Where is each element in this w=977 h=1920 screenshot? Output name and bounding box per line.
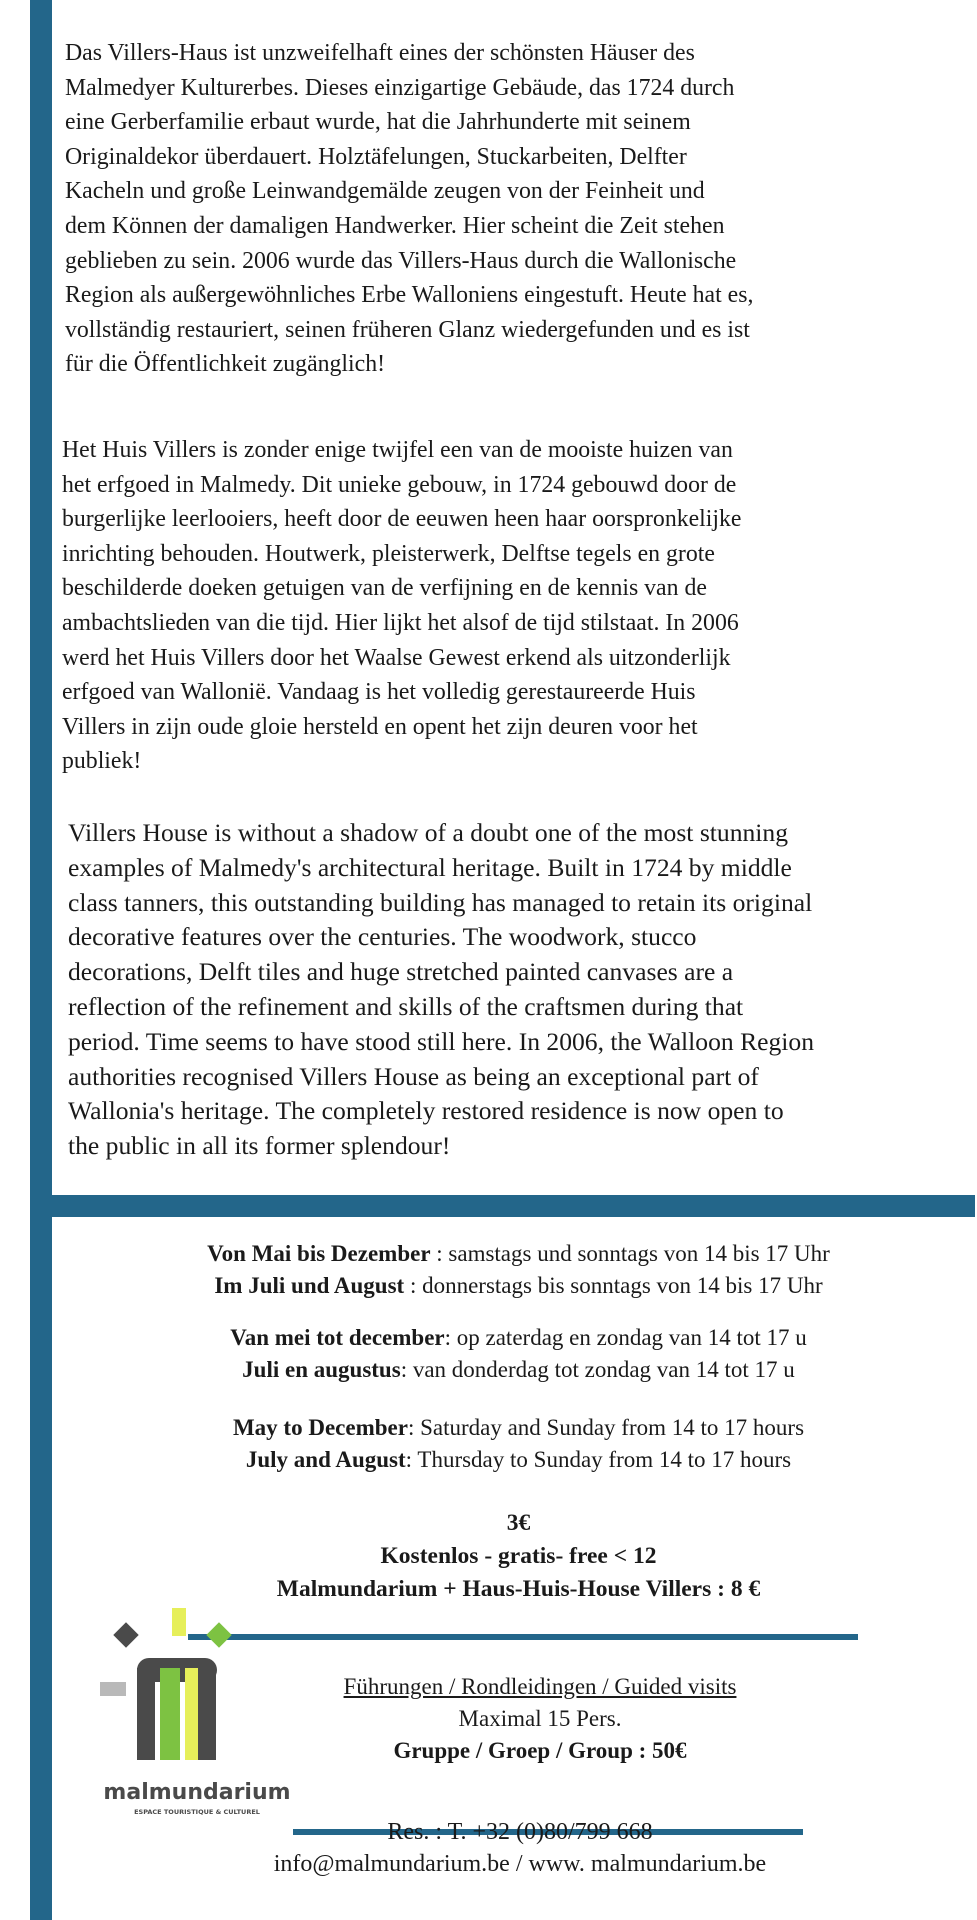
hours-period-label: May to December (232, 1415, 408, 1440)
paragraph-english: Villers House is without a shadow of a doubt one of the most stunning examples of Malmedy's architectural heritage. Built in 1724 by middle class tanners, this outstanding building has managed to retain its original decorative features over the centuries. The woodwork, stucco decorations, Delft tiles and huge stretched painted canvases are a reflection of the refinement and skills of the craftsmen during that period. Time seems to have stood still here. In 2006, the Walloon Region authorities recognised Villers House as being an exceptional part of Wallonia's heritage. The completely restored residence is now open to the public in all its former splendour! (68, 818, 815, 1161)
price-regular: 3€ (506, 1510, 531, 1536)
contact-block (220, 1816, 820, 1880)
opening-hours-english (60, 1412, 977, 1476)
section-divider (30, 1195, 975, 1217)
hours-text: : van donderdag tot zondag van 14 tot 17 u (400, 1357, 795, 1382)
guided-visits-block (270, 1671, 810, 1767)
contact-phone: Res. : T. +32 (0)80/799 668 (387, 1819, 653, 1845)
logo-wordmark: malmundarium (103, 1780, 291, 1805)
price-combo: Malmundarium + Haus-Huis-House Villers : 8 € (276, 1576, 761, 1602)
hours-text: : Thursday to Sunday from 14 to 17 hours (405, 1447, 792, 1472)
hours-text: : op zaterdag en zondag van 14 tot 17 u (444, 1325, 807, 1350)
hours-line (60, 1238, 977, 1270)
hours-period-label: Van mei tot december (230, 1325, 445, 1350)
hours-period-label: Im Juli und August (214, 1273, 405, 1298)
hours-period-label: July and August (245, 1447, 406, 1472)
contact-web[interactable]: info@malmundarium.be / www. malmundarium.be (273, 1851, 767, 1877)
hours-line (60, 1322, 977, 1354)
hours-text: : samstags und sonntags von 14 bis 17 Uhr (430, 1241, 830, 1266)
guided-visits-title: Führungen / Rondleidingen / Guided visits (343, 1674, 737, 1699)
price-block (60, 1507, 977, 1606)
hours-line (60, 1412, 977, 1444)
opening-hours-german (60, 1238, 977, 1302)
paragraph-dutch: Het Huis Villers is zonder enige twijfel een van de mooiste huizen van het erfgoed in Malmedy. Dit unieke gebouw, in 1724 gebouwd door de burgerlijke leerlooiers, heeft door de eeuwen heen haar oorspronkelijke inrichting behouden. Houtwerk, pleisterwerk, Delftse tegels en grote beschilderde doeken getuigen van de verfijning en de kennis van de ambachtslieden van die tijd. Hier lijkt het alsof de tijd stilstaat. In 2006 werd het Huis Villers door het Waalse Gewest erkend als uitzonderlijk erfgoed van Wallonië. Vandaag is het volledig gerestaureerde Huis Villers in zijn oude gloie hersteld en opent het zijn deuren voor het publiek! (62, 437, 742, 775)
hours-line (60, 1444, 977, 1476)
hours-line (60, 1270, 977, 1302)
hours-text: : donnerstags bis sonntags von 14 bis 17 Uhr (404, 1273, 823, 1298)
logo-tagline: ESPACE TOURISTIQUE & CULTUREL (134, 1808, 260, 1816)
guided-visits-group-price: Gruppe / Groep / Group : 50€ (393, 1738, 687, 1763)
opening-hours-dutch (60, 1322, 977, 1386)
hours-text: : Saturday and Sunday from 14 to 17 hours (407, 1415, 805, 1440)
hours-line (60, 1354, 977, 1386)
left-accent-bar (30, 0, 52, 1920)
guided-visits-max: Maximal 15 Pers. (458, 1706, 622, 1731)
price-free: Kostenlos - gratis- free < 12 (380, 1543, 657, 1569)
hours-period-label: Juli en augustus (242, 1357, 401, 1382)
paragraph-german: Das Villers-Haus ist unzweifelhaft eines der schönsten Häuser des Malmedyer Kulturerbes. Dieses einzigartige Gebäude, das 1724 durch eine Gerberfamilie erbaut wurde, hat die Jahrhunderte mit seinem Originaldekor überdauert. Holztäfelungen, Stuckarbeiten, Delfter Kacheln und große Leinwandgemälde zeugen von der Feinheit und dem Können der damaligen Handwerker. Hier scheint die Zeit stehen geblieben zu sein. 2006 wurde das Villers-Haus durch die Wallonische Region als außergewöhnliches Erbe Walloniens eingestuft. Heute hat es, vollständig restauriert, seinen früheren Glanz wiedergefunden und es ist für die Öffentlichkeit zugänglich! (65, 40, 754, 378)
hours-period-label: Von Mai bis Dezember (207, 1241, 431, 1266)
